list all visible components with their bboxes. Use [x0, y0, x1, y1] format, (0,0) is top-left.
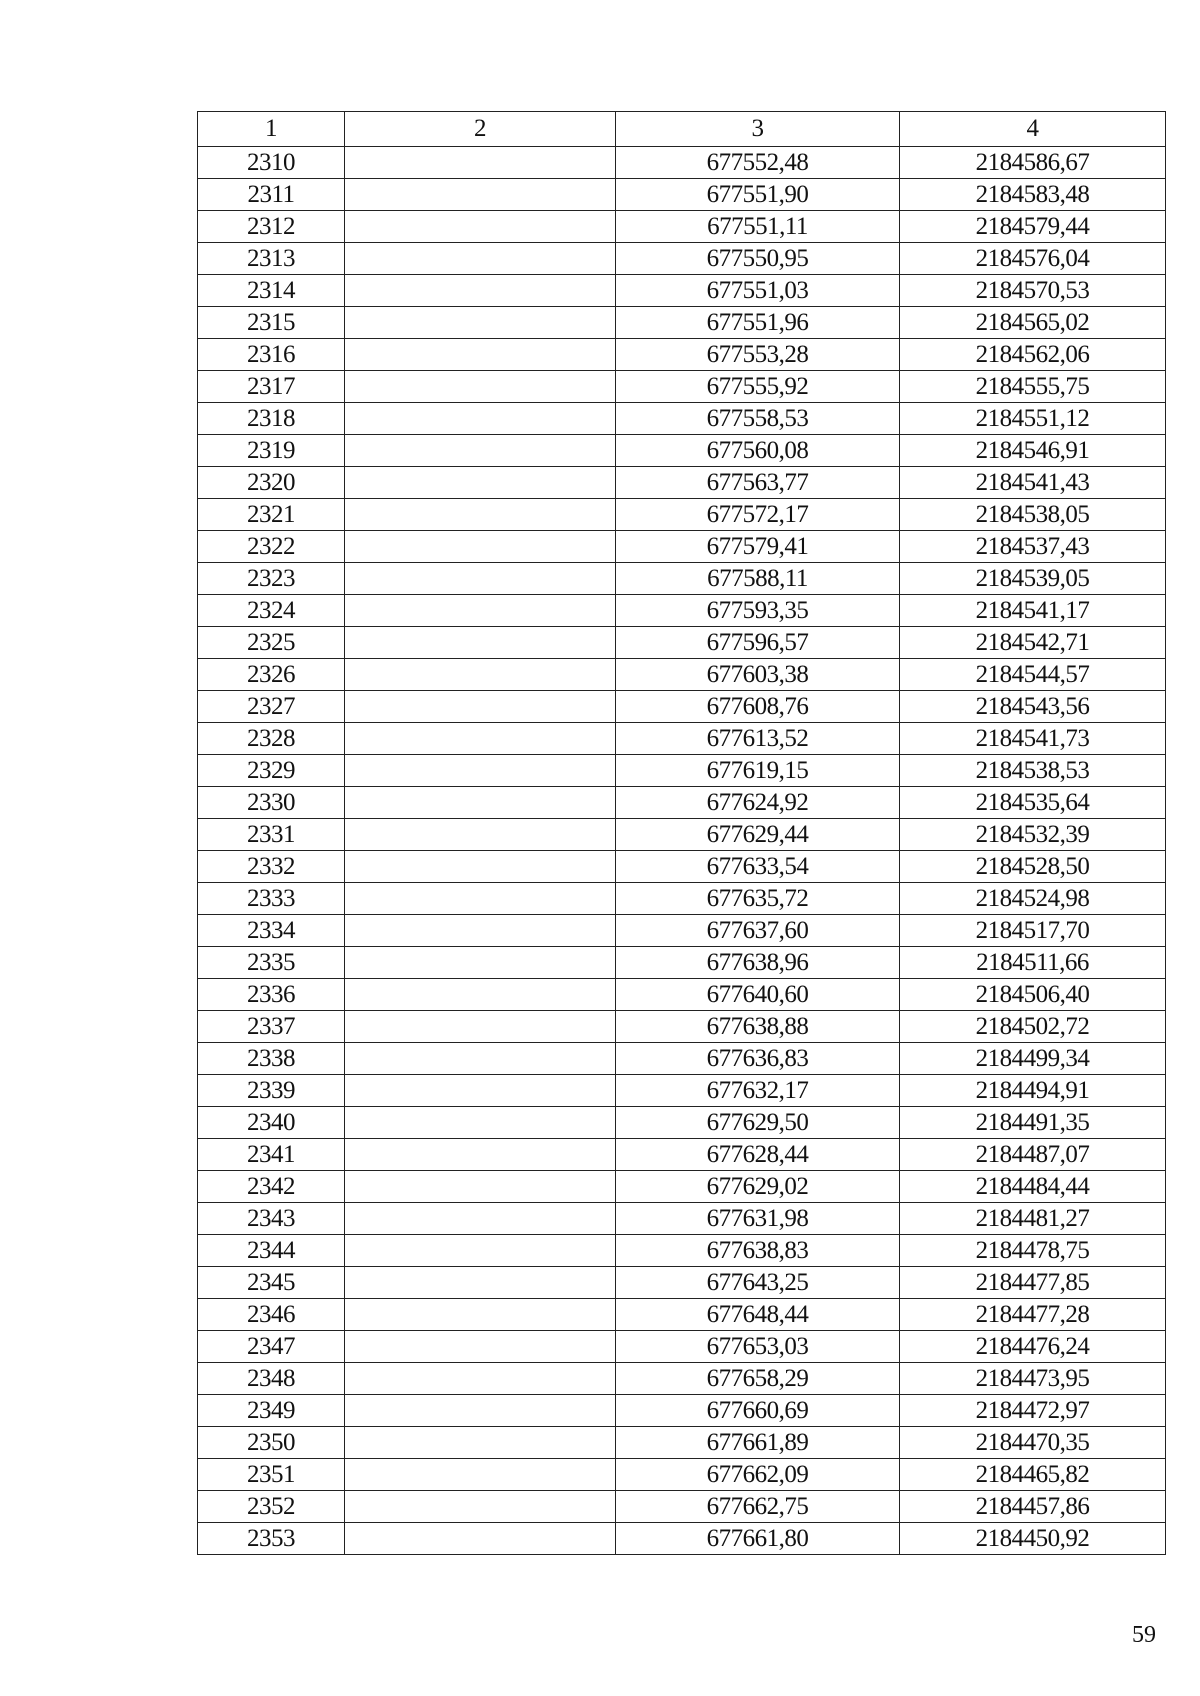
x-coordinate-cell: 677551,11: [616, 211, 900, 243]
coordinates-table: [197, 111, 1166, 1555]
table-row: [198, 307, 1166, 339]
table-body: [198, 147, 1166, 1555]
x-coordinate-cell: 677648,44: [616, 1299, 900, 1331]
y-coordinate-cell: 2184539,05: [900, 563, 1166, 595]
description-cell: [345, 787, 616, 819]
y-coordinate-cell: 2184487,07: [900, 1139, 1166, 1171]
y-coordinate-cell: 2184538,53: [900, 755, 1166, 787]
point-number-cell: 2352: [198, 1491, 345, 1523]
description-cell: [345, 499, 616, 531]
point-number-cell: 2317: [198, 371, 345, 403]
x-coordinate-cell: 677558,53: [616, 403, 900, 435]
x-coordinate-cell: 677553,28: [616, 339, 900, 371]
y-coordinate-cell: 2184494,91: [900, 1075, 1166, 1107]
point-number-cell: 2324: [198, 595, 345, 627]
point-number-cell: 2345: [198, 1267, 345, 1299]
point-number-cell: 2334: [198, 915, 345, 947]
table-row: [198, 755, 1166, 787]
point-number-cell: 2339: [198, 1075, 345, 1107]
table-row: [198, 691, 1166, 723]
point-number-cell: 2312: [198, 211, 345, 243]
y-coordinate-cell: 2184541,43: [900, 467, 1166, 499]
y-coordinate-cell: 2184579,44: [900, 211, 1166, 243]
table-row: [198, 723, 1166, 755]
x-coordinate-cell: 677619,15: [616, 755, 900, 787]
point-number-cell: 2320: [198, 467, 345, 499]
table-row: [198, 1043, 1166, 1075]
description-cell: [345, 1139, 616, 1171]
table-row: [198, 371, 1166, 403]
point-number-cell: 2326: [198, 659, 345, 691]
header-cell-4: 4: [900, 112, 1166, 147]
point-number-cell: 2314: [198, 275, 345, 307]
description-cell: [345, 1395, 616, 1427]
y-coordinate-cell: 2184473,95: [900, 1363, 1166, 1395]
point-number-cell: 2351: [198, 1459, 345, 1491]
point-number-cell: 2337: [198, 1011, 345, 1043]
table-row: [198, 1331, 1166, 1363]
x-coordinate-cell: 677638,83: [616, 1235, 900, 1267]
x-coordinate-cell: 677629,02: [616, 1171, 900, 1203]
description-cell: [345, 1235, 616, 1267]
description-cell: [345, 979, 616, 1011]
description-cell: [345, 1107, 616, 1139]
x-coordinate-cell: 677550,95: [616, 243, 900, 275]
y-coordinate-cell: 2184484,44: [900, 1171, 1166, 1203]
y-coordinate-cell: 2184565,02: [900, 307, 1166, 339]
description-cell: [345, 563, 616, 595]
table-row: [198, 1363, 1166, 1395]
description-cell: [345, 435, 616, 467]
table-row: [198, 1139, 1166, 1171]
y-coordinate-cell: 2184511,66: [900, 947, 1166, 979]
description-cell: [345, 1075, 616, 1107]
x-coordinate-cell: 677662,75: [616, 1491, 900, 1523]
x-coordinate-cell: 677624,92: [616, 787, 900, 819]
point-number-cell: 2349: [198, 1395, 345, 1427]
point-number-cell: 2344: [198, 1235, 345, 1267]
table-row: [198, 819, 1166, 851]
x-coordinate-cell: 677563,77: [616, 467, 900, 499]
x-coordinate-cell: 677637,60: [616, 915, 900, 947]
description-cell: [345, 627, 616, 659]
point-number-cell: 2325: [198, 627, 345, 659]
point-number-cell: 2342: [198, 1171, 345, 1203]
description-cell: [345, 1011, 616, 1043]
description-cell: [345, 1203, 616, 1235]
point-number-cell: 2333: [198, 883, 345, 915]
description-cell: [345, 883, 616, 915]
y-coordinate-cell: 2184524,98: [900, 883, 1166, 915]
table-row: [198, 1299, 1166, 1331]
description-cell: [345, 1491, 616, 1523]
x-coordinate-cell: 677628,44: [616, 1139, 900, 1171]
description-cell: [345, 467, 616, 499]
table-row: [198, 1395, 1166, 1427]
y-coordinate-cell: 2184457,86: [900, 1491, 1166, 1523]
x-coordinate-cell: 677560,08: [616, 435, 900, 467]
y-coordinate-cell: 2184477,85: [900, 1267, 1166, 1299]
x-coordinate-cell: 677572,17: [616, 499, 900, 531]
point-number-cell: 2341: [198, 1139, 345, 1171]
point-number-cell: 2323: [198, 563, 345, 595]
y-coordinate-cell: 2184555,75: [900, 371, 1166, 403]
x-coordinate-cell: 677555,92: [616, 371, 900, 403]
y-coordinate-cell: 2184544,57: [900, 659, 1166, 691]
y-coordinate-cell: 2184502,72: [900, 1011, 1166, 1043]
y-coordinate-cell: 2184541,73: [900, 723, 1166, 755]
point-number-cell: 2328: [198, 723, 345, 755]
point-number-cell: 2346: [198, 1299, 345, 1331]
point-number-cell: 2310: [198, 147, 345, 179]
point-number-cell: 2329: [198, 755, 345, 787]
point-number-cell: 2338: [198, 1043, 345, 1075]
x-coordinate-cell: 677662,09: [616, 1459, 900, 1491]
point-number-cell: 2348: [198, 1363, 345, 1395]
x-coordinate-cell: 677661,80: [616, 1523, 900, 1555]
description-cell: [345, 339, 616, 371]
y-coordinate-cell: 2184546,91: [900, 435, 1166, 467]
description-cell: [345, 403, 616, 435]
point-number-cell: 2335: [198, 947, 345, 979]
table-row: [198, 851, 1166, 883]
x-coordinate-cell: 677593,35: [616, 595, 900, 627]
y-coordinate-cell: 2184532,39: [900, 819, 1166, 851]
y-coordinate-cell: 2184542,71: [900, 627, 1166, 659]
table-row: [198, 787, 1166, 819]
description-cell: [345, 755, 616, 787]
description-cell: [345, 723, 616, 755]
point-number-cell: 2321: [198, 499, 345, 531]
x-coordinate-cell: 677658,29: [616, 1363, 900, 1395]
table-row: [198, 915, 1166, 947]
description-cell: [345, 915, 616, 947]
x-coordinate-cell: 677552,48: [616, 147, 900, 179]
table-row: [198, 499, 1166, 531]
point-number-cell: 2313: [198, 243, 345, 275]
point-number-cell: 2340: [198, 1107, 345, 1139]
y-coordinate-cell: 2184477,28: [900, 1299, 1166, 1331]
description-cell: [345, 211, 616, 243]
y-coordinate-cell: 2184470,35: [900, 1427, 1166, 1459]
x-coordinate-cell: 677632,17: [616, 1075, 900, 1107]
x-coordinate-cell: 677603,38: [616, 659, 900, 691]
y-coordinate-cell: 2184576,04: [900, 243, 1166, 275]
table-row: [198, 1523, 1166, 1555]
description-cell: [345, 179, 616, 211]
table-row: [198, 147, 1166, 179]
description-cell: [345, 691, 616, 723]
table-row: [198, 467, 1166, 499]
table-row: [198, 211, 1166, 243]
x-coordinate-cell: 677638,88: [616, 1011, 900, 1043]
header-cell-3: 3: [616, 112, 900, 147]
y-coordinate-cell: 2184499,34: [900, 1043, 1166, 1075]
table-header: [198, 112, 1166, 147]
table-row: [198, 563, 1166, 595]
x-coordinate-cell: 677631,98: [616, 1203, 900, 1235]
table-row: [198, 339, 1166, 371]
page-number: 59: [1132, 1622, 1156, 1648]
point-number-cell: 2327: [198, 691, 345, 723]
x-coordinate-cell: 677579,41: [616, 531, 900, 563]
description-cell: [345, 1363, 616, 1395]
table-row: [198, 1075, 1166, 1107]
x-coordinate-cell: 677629,50: [616, 1107, 900, 1139]
description-cell: [345, 1043, 616, 1075]
point-number-cell: 2331: [198, 819, 345, 851]
description-cell: [345, 275, 616, 307]
table-row: [198, 883, 1166, 915]
description-cell: [345, 947, 616, 979]
description-cell: [345, 1331, 616, 1363]
point-number-cell: 2319: [198, 435, 345, 467]
point-number-cell: 2315: [198, 307, 345, 339]
y-coordinate-cell: 2184538,05: [900, 499, 1166, 531]
y-coordinate-cell: 2184517,70: [900, 915, 1166, 947]
description-cell: [345, 595, 616, 627]
y-coordinate-cell: 2184472,97: [900, 1395, 1166, 1427]
description-cell: [345, 1299, 616, 1331]
x-coordinate-cell: 677551,90: [616, 179, 900, 211]
header-cell-1: 1: [198, 112, 345, 147]
x-coordinate-cell: 677640,60: [616, 979, 900, 1011]
description-cell: [345, 243, 616, 275]
table-row: [198, 1171, 1166, 1203]
point-number-cell: 2353: [198, 1523, 345, 1555]
x-coordinate-cell: 677596,57: [616, 627, 900, 659]
table-row: [198, 179, 1166, 211]
x-coordinate-cell: 677588,11: [616, 563, 900, 595]
description-cell: [345, 1459, 616, 1491]
description-cell: [345, 531, 616, 563]
point-number-cell: 2350: [198, 1427, 345, 1459]
point-number-cell: 2332: [198, 851, 345, 883]
y-coordinate-cell: 2184562,06: [900, 339, 1166, 371]
table-row: [198, 1459, 1166, 1491]
x-coordinate-cell: 677660,69: [616, 1395, 900, 1427]
y-coordinate-cell: 2184506,40: [900, 979, 1166, 1011]
point-number-cell: 2318: [198, 403, 345, 435]
description-cell: [345, 1427, 616, 1459]
description-cell: [345, 371, 616, 403]
y-coordinate-cell: 2184543,56: [900, 691, 1166, 723]
y-coordinate-cell: 2184450,92: [900, 1523, 1166, 1555]
y-coordinate-cell: 2184491,35: [900, 1107, 1166, 1139]
description-cell: [345, 147, 616, 179]
table-row: [198, 1491, 1166, 1523]
table-row: [198, 275, 1166, 307]
point-number-cell: 2311: [198, 179, 345, 211]
point-number-cell: 2330: [198, 787, 345, 819]
point-number-cell: 2343: [198, 1203, 345, 1235]
y-coordinate-cell: 2184481,27: [900, 1203, 1166, 1235]
y-coordinate-cell: 2184551,12: [900, 403, 1166, 435]
table-row: [198, 1203, 1166, 1235]
point-number-cell: 2322: [198, 531, 345, 563]
point-number-cell: 2316: [198, 339, 345, 371]
x-coordinate-cell: 677608,76: [616, 691, 900, 723]
table-row: [198, 659, 1166, 691]
x-coordinate-cell: 677636,83: [616, 1043, 900, 1075]
table-row: [198, 1011, 1166, 1043]
table-row: [198, 531, 1166, 563]
header-row: [198, 112, 1166, 147]
description-cell: [345, 1267, 616, 1299]
table-row: [198, 1427, 1166, 1459]
x-coordinate-cell: 677638,96: [616, 947, 900, 979]
description-cell: [345, 659, 616, 691]
y-coordinate-cell: 2184583,48: [900, 179, 1166, 211]
header-cell-2: 2: [345, 112, 616, 147]
y-coordinate-cell: 2184465,82: [900, 1459, 1166, 1491]
table-row: [198, 1267, 1166, 1299]
table-row: [198, 403, 1166, 435]
y-coordinate-cell: 2184570,53: [900, 275, 1166, 307]
table-row: [198, 595, 1166, 627]
x-coordinate-cell: 677551,96: [616, 307, 900, 339]
table-row: [198, 243, 1166, 275]
description-cell: [345, 307, 616, 339]
point-number-cell: 2347: [198, 1331, 345, 1363]
x-coordinate-cell: 677635,72: [616, 883, 900, 915]
description-cell: [345, 1523, 616, 1555]
table-row: [198, 1235, 1166, 1267]
description-cell: [345, 851, 616, 883]
table-row: [198, 947, 1166, 979]
table-row: [198, 1107, 1166, 1139]
y-coordinate-cell: 2184478,75: [900, 1235, 1166, 1267]
x-coordinate-cell: 677653,03: [616, 1331, 900, 1363]
y-coordinate-cell: 2184586,67: [900, 147, 1166, 179]
point-number-cell: 2336: [198, 979, 345, 1011]
y-coordinate-cell: 2184537,43: [900, 531, 1166, 563]
y-coordinate-cell: 2184541,17: [900, 595, 1166, 627]
x-coordinate-cell: 677629,44: [616, 819, 900, 851]
table-row: [198, 979, 1166, 1011]
x-coordinate-cell: 677613,52: [616, 723, 900, 755]
x-coordinate-cell: 677643,25: [616, 1267, 900, 1299]
x-coordinate-cell: 677551,03: [616, 275, 900, 307]
y-coordinate-cell: 2184528,50: [900, 851, 1166, 883]
description-cell: [345, 1171, 616, 1203]
x-coordinate-cell: 677661,89: [616, 1427, 900, 1459]
y-coordinate-cell: 2184476,24: [900, 1331, 1166, 1363]
y-coordinate-cell: 2184535,64: [900, 787, 1166, 819]
table-row: [198, 435, 1166, 467]
description-cell: [345, 819, 616, 851]
x-coordinate-cell: 677633,54: [616, 851, 900, 883]
table-row: [198, 627, 1166, 659]
